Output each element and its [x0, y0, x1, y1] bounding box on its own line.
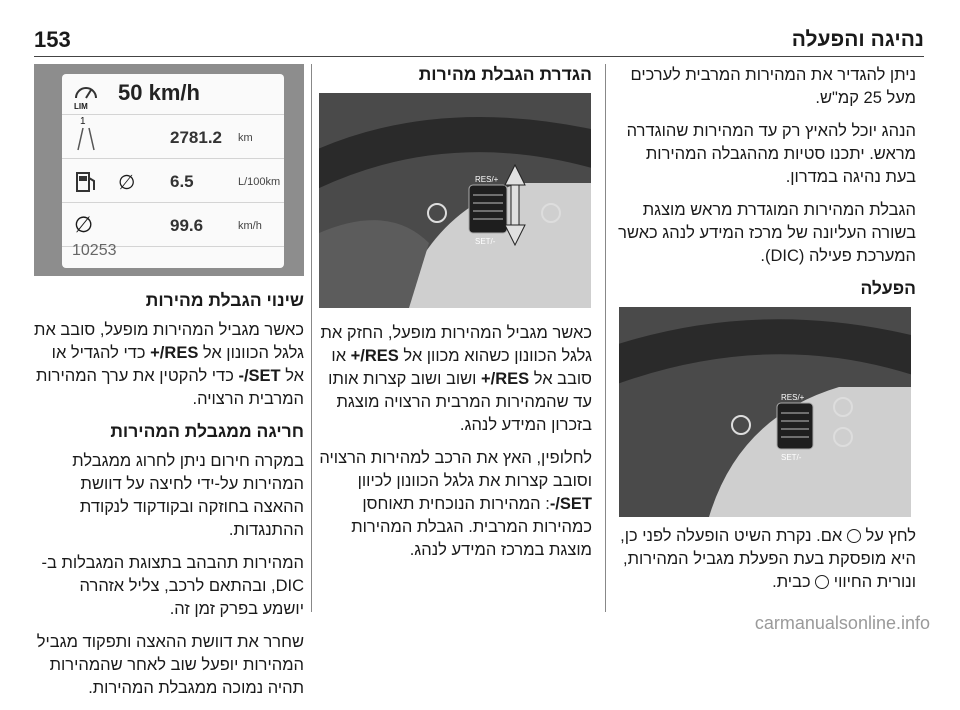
column-divider-left: [311, 64, 312, 612]
average-speed-icon: ∅: [74, 212, 94, 237]
average-speed-value: 99.6: [170, 216, 204, 235]
trip-row: [62, 118, 284, 159]
change-limit-paragraph: כאשר מגביל המהירות מופעל, סובב את גלגל הכוונון אל RES/+ כדי להגדיל או אל SET/- כדי להקטין את ערך המהירות המרבית הרצויה.: [34, 321, 304, 408]
set-label-right: SET/-: [781, 453, 802, 462]
fuel-row: [62, 162, 284, 203]
set-label: SET/-: [475, 237, 496, 246]
exceed-limit-paragraph-2: המהירות תהבהב בתצוגת המגבלות ב-DIC, ובהתאם לרכב, צליל אזהרה יושמע בפרק זמן זה.: [41, 554, 304, 618]
change-limit-heading: שינוי הגבלת מהירות: [145, 290, 304, 310]
not-available-icon: ∅: [118, 172, 136, 194]
watermark: carmanualsonline.info: [754, 613, 930, 633]
fuel-pump-icon: [72, 168, 100, 196]
activation-paragraph: לחץ על אם. נקרת השיט הופעלה לפני כן, היא מופסקת בעת הפעלת מגביל המהירות, ונורית החיווי כבית.: [620, 527, 916, 591]
speed-limit-value: 50 km/h: [118, 80, 200, 105]
res-label: RES/+: [475, 175, 499, 184]
trip-number: 1: [80, 116, 86, 127]
fuel-consumption-unit: L/100km: [238, 176, 281, 188]
speed-limiter-button-icon: [847, 529, 861, 543]
exceed-limit-paragraph-1: במקרה חירום ניתן לחרוג ממגבלת המהירות על-ידי לחיצה על דוושת ההאצה בחוזקה ובקודקוד לנקודת ההתנגדות.: [72, 452, 304, 539]
odometer-value: 10253: [72, 242, 117, 259]
activation-heading: הפעלה: [860, 278, 916, 298]
steering-wheel-control-image: [319, 93, 591, 308]
res-label-right: RES/+: [781, 393, 805, 402]
left-column: [34, 64, 304, 710]
set-limit-paragraph-1: כאשר מגביל המהירות מופעל, החזק את גלגל הכוונון כשהוא מכוון אל RES/+ או סובב אל RES/+ ושוב ושוב קצרות אותו עד שהמהירות המרבית הרצויה מוצגת בזכרון המידע לנהג.: [320, 324, 592, 434]
steering-wheel-button-image: [619, 307, 911, 517]
exceed-limit-heading: חריגה ממגבלת המהירות: [110, 421, 304, 441]
instrument-display-image: [34, 64, 304, 276]
trip-distance-value: 2781.2: [170, 128, 222, 147]
page-number: 153: [34, 27, 71, 52]
right-column: [614, 64, 916, 604]
exceed-limit-paragraph-3: שחרר את דוושת ההאצה ותפקוד מגביל המהירות יופעל שוב לאחר שהמהירות תהיה נמוכה ממגבלת המהירות.: [36, 633, 304, 697]
set-limit-paragraph-2: לחלופין, האץ את הרכב למהירות הרצויה וסובב קצרות את גלגל הכוונון לכיוון SET/-: המהירות הנוכחית תאוחסן כמהירות המרבית. הגבלת המהירות מוצגת במרכז המידע לנהג.: [319, 449, 592, 559]
set-limit-heading: הגדרת הגבלת מהירות: [418, 64, 592, 84]
trip-distance-unit: km: [238, 132, 253, 144]
intro-paragraph-2: הנהג יוכל להאיץ רק עד המהירות שהוגדרה מראש. יתכנו סטיות מההגבלה המהירות בעת נהיגה במדרון.: [626, 122, 916, 186]
average-speed-row: [62, 206, 284, 247]
intro-paragraph-3: הגבלת המהירות המוגדרת מראש מוצגת בשורה העליונה של מרכז המידע לנהג כאשר המערכת פעילה (DIC).: [618, 201, 916, 265]
instrument-display-screen: [62, 74, 284, 268]
speed-limit-row: [62, 74, 284, 115]
average-speed-unit: km/h: [238, 220, 262, 232]
page-title: נהיגה והפעלה: [791, 28, 924, 51]
middle-column: [318, 64, 592, 572]
page-header: [34, 24, 924, 57]
intro-paragraph-1: ניתן להגדיר את המהירות המרבית לערכים מעל 25 קמ"ש.: [630, 66, 916, 107]
limiter-badge: LIM: [74, 102, 88, 111]
indicator-light-icon: [815, 575, 829, 589]
trip-odometer-icon: [72, 124, 100, 152]
fuel-consumption-value: 6.5: [170, 172, 194, 191]
column-divider-right: [605, 64, 606, 612]
